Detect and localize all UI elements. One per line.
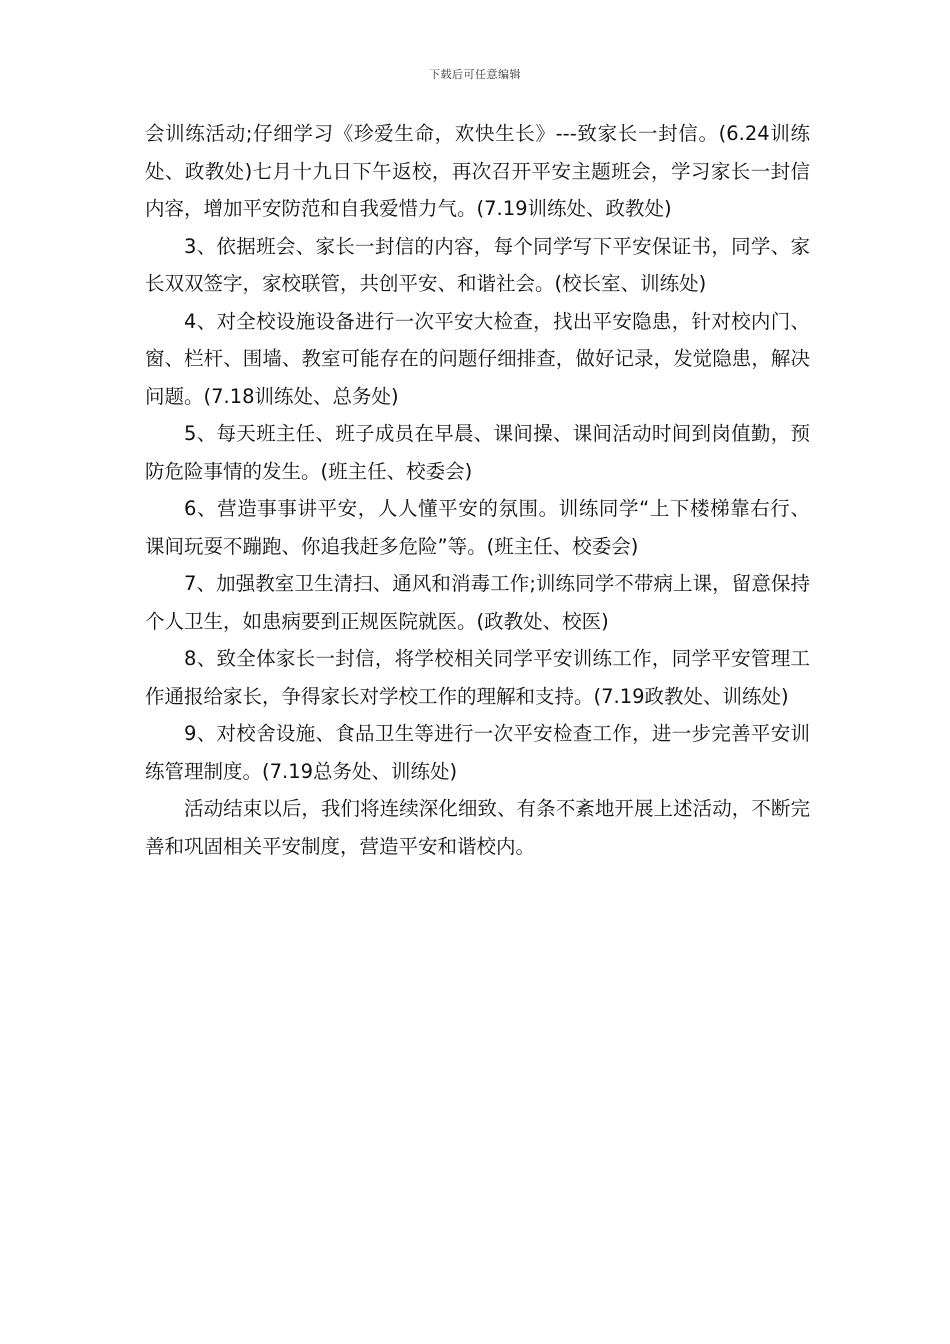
paragraph-item-4: 4、对全校设施设备进行一次平安大检查，找出平安隐患，针对校内门、窗、栏杆、围墙、教室可能存在的问题仔细排查，做好记录，发觉隐患，解决问题。(7.18训练处、总务处) <box>145 309 810 408</box>
paragraph-item-7: 7、加强教室卫生清扫、通风和消毒工作;训练同学不带病上课，留意保持个人卫生，如患病要到正规医院就医。(政教处、校医) <box>145 572 810 633</box>
paragraph-conclusion: 活动结束以后，我们将连续深化细致、有条不紊地开展上述活动，不断完善和巩固相关平安制度，营造平安和谐校内。 <box>145 797 810 858</box>
paragraph-item-9: 9、对校舍设施、食品卫生等进行一次平安检查工作，进一步完善平安训练管理制度。(7.19总务处、训练处) <box>145 722 810 783</box>
paragraph-item-5: 5、每天班主任、班子成员在早晨、课间操、课间活动时间到岗值勤，预防危险事情的发生。(班主任、校委会) <box>145 422 810 483</box>
document-body <box>145 115 810 865</box>
paragraph-item-6: 6、营造事事讲平安，人人懂平安的氛围。训练同学“上下楼梯靠右行、课间玩耍不蹦跑、你追我赶多危险”等。(班主任、校委会) <box>145 497 810 558</box>
page-header: 下载后可任意编辑 <box>429 68 521 81</box>
paragraph-continuation: 会训练活动;仔细学习《珍爱生命，欢快生长》---致家长一封信。(6.24训练处、政教处)七月十九日下午返校，再次召开平安主题班会，学习家长一封信内容，增加平安防范和自我爱惜力气。(7.19训练处、政教处) <box>145 122 810 220</box>
paragraph-item-8: 8、致全体家长一封信，将学校相关同学平安训练工作，同学平安管理工作通报给家长，争得家长对学校工作的理解和支持。(7.19政教处、训练处) <box>145 647 810 708</box>
paragraph-item-3: 3、依据班会、家长一封信的内容，每个同学写下平安保证书，同学、家长双双签字，家校联管，共创平安、和谐社会。(校长室、训练处) <box>145 234 810 295</box>
